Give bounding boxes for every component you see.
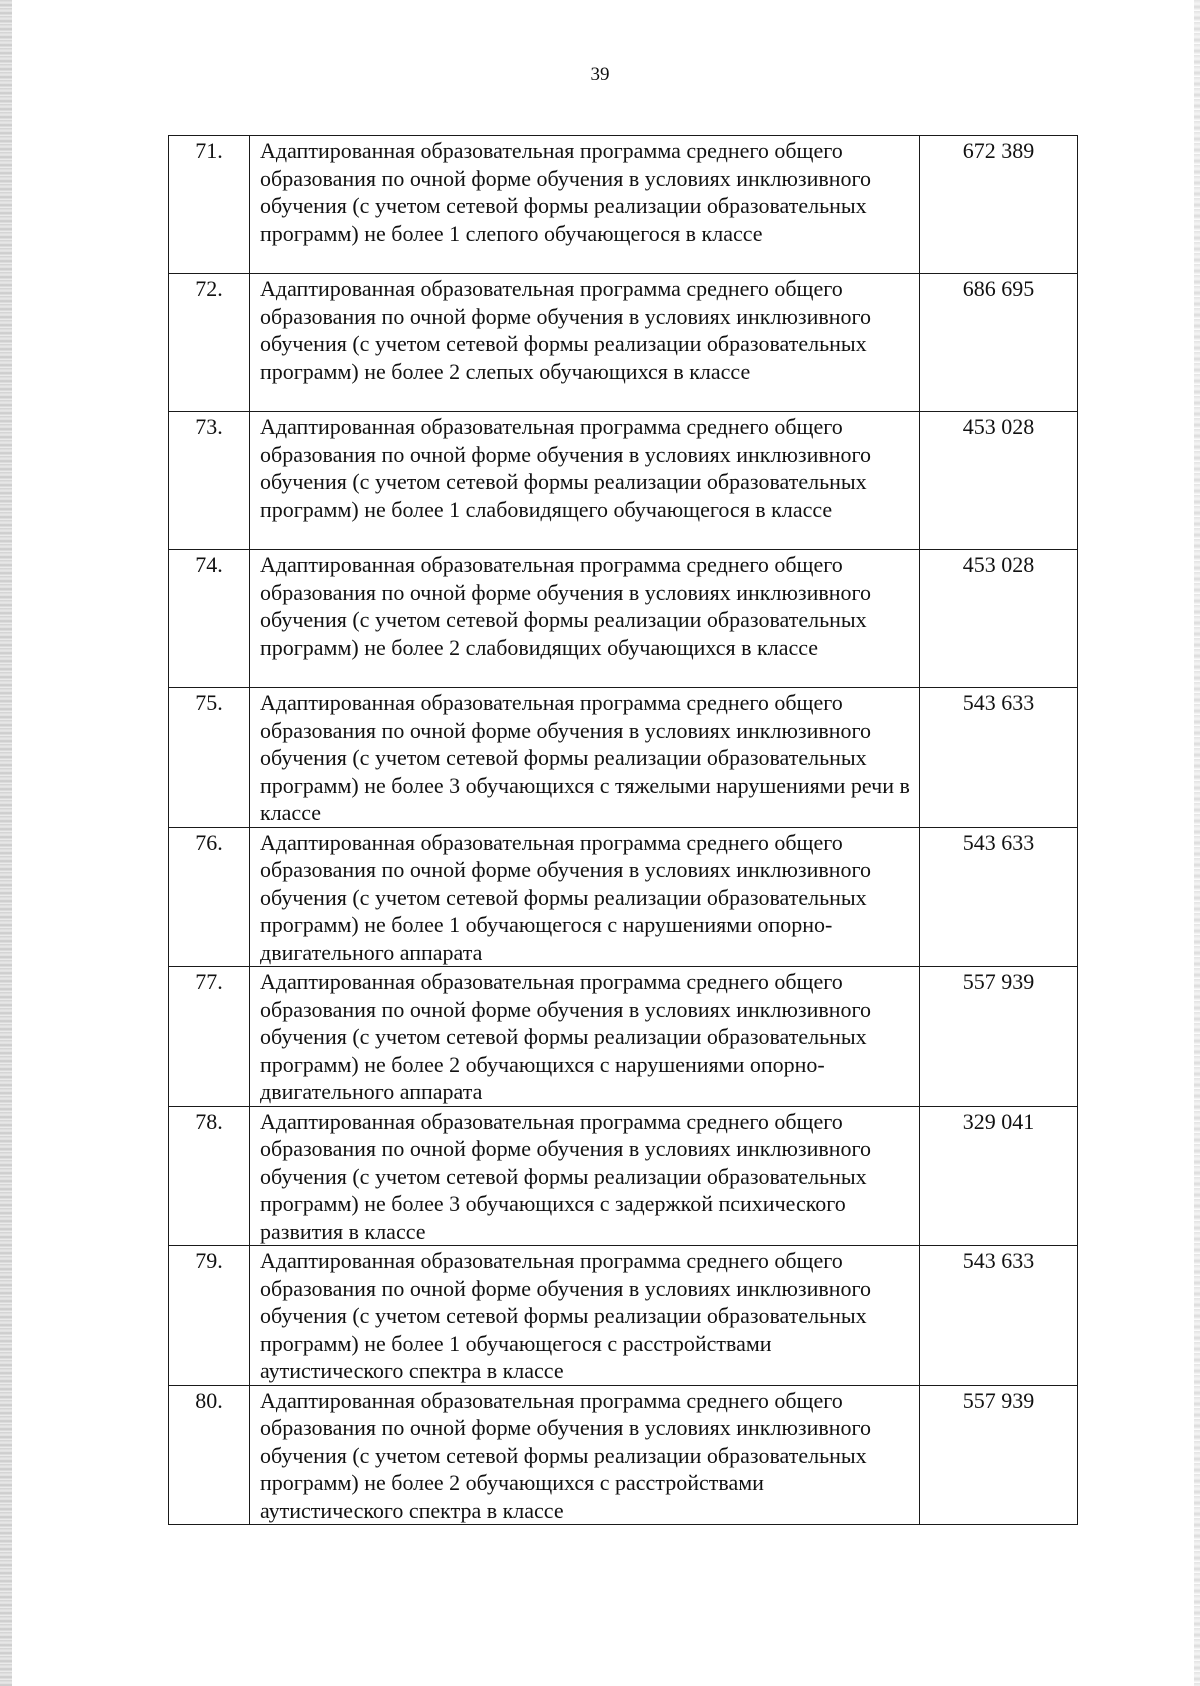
cost-value: 543 633 xyxy=(920,1246,1078,1386)
cost-value: 453 028 xyxy=(920,412,1078,550)
row-number: 73. xyxy=(169,412,250,550)
table-row xyxy=(169,412,1078,550)
cost-value: 543 633 xyxy=(920,827,1078,967)
table-row xyxy=(169,1385,1078,1525)
cost-value: 672 389 xyxy=(920,136,1078,274)
table-row xyxy=(169,967,1078,1107)
cost-value: 686 695 xyxy=(920,274,1078,412)
table-row xyxy=(169,136,1078,274)
row-number: 72. xyxy=(169,274,250,412)
program-description: Адаптированная образовательная программа среднего общего образования по очной форме обучения в условиях инклюзивного обучения (с учетом сетевой формы реализации образовательных программ) не более 2 слепых обучающихся в классе xyxy=(250,274,920,412)
row-number: 79. xyxy=(169,1246,250,1386)
program-description: Адаптированная образовательная программа среднего общего образования по очной форме обучения в условиях инклюзивного обучения (с учетом сетевой формы реализации образовательных программ) не более 1 слепого обучающегося в классе xyxy=(250,136,920,274)
cost-value: 453 028 xyxy=(920,550,1078,688)
scan-edge-right xyxy=(1194,0,1200,1686)
program-description: Адаптированная образовательная программа среднего общего образования по очной форме обучения в условиях инклюзивного обучения (с учетом сетевой формы реализации образовательных программ) не более 3 обучающихся с тяжелыми нарушениями речи в классе xyxy=(250,688,920,828)
program-description: Адаптированная образовательная программа среднего общего образования по очной форме обучения в условиях инклюзивного обучения (с учетом сетевой формы реализации образовательных программ) не более 2 обучающихся с расстройствами аутистического спектра в классе xyxy=(250,1385,920,1525)
row-number: 74. xyxy=(169,550,250,688)
table-row xyxy=(169,1106,1078,1246)
program-description: Адаптированная образовательная программа среднего общего образования по очной форме обучения в условиях инклюзивного обучения (с учетом сетевой формы реализации образовательных программ) не более 1 обучающегося с нарушениями опорно-двигательного аппарата xyxy=(250,827,920,967)
table-row xyxy=(169,688,1078,828)
scan-edge-left xyxy=(0,0,12,1686)
program-cost-table xyxy=(168,135,1078,1525)
row-number: 80. xyxy=(169,1385,250,1525)
row-number: 76. xyxy=(169,827,250,967)
table-row xyxy=(169,550,1078,688)
table-row xyxy=(169,274,1078,412)
program-description: Адаптированная образовательная программа среднего общего образования по очной форме обучения в условиях инклюзивного обучения (с учетом сетевой формы реализации образовательных программ) не более 1 обучающегося с расстройствами аутистического спектра в классе xyxy=(250,1246,920,1386)
program-description: Адаптированная образовательная программа среднего общего образования по очной форме обучения в условиях инклюзивного обучения (с учетом сетевой формы реализации образовательных программ) не более 1 слабовидящего обучающегося в классе xyxy=(250,412,920,550)
cost-value: 543 633 xyxy=(920,688,1078,828)
cost-value: 329 041 xyxy=(920,1106,1078,1246)
row-number: 71. xyxy=(169,136,250,274)
table-row xyxy=(169,827,1078,967)
cost-value: 557 939 xyxy=(920,1385,1078,1525)
program-description: Адаптированная образовательная программа среднего общего образования по очной форме обучения в условиях инклюзивного обучения (с учетом сетевой формы реализации образовательных программ) не более 2 обучающихся с нарушениями опорно-двигательного аппарата xyxy=(250,967,920,1107)
table-row xyxy=(169,1246,1078,1386)
page-number: 39 xyxy=(590,64,610,85)
program-description: Адаптированная образовательная программа среднего общего образования по очной форме обучения в условиях инклюзивного обучения (с учетом сетевой формы реализации образовательных программ) не более 3 обучающихся с задержкой психического развития в классе xyxy=(250,1106,920,1246)
row-number: 75. xyxy=(169,688,250,828)
program-description: Адаптированная образовательная программа среднего общего образования по очной форме обучения в условиях инклюзивного обучения (с учетом сетевой формы реализации образовательных программ) не более 2 слабовидящих обучающихся в классе xyxy=(250,550,920,688)
row-number: 78. xyxy=(169,1106,250,1246)
row-number: 77. xyxy=(169,967,250,1107)
cost-value: 557 939 xyxy=(920,967,1078,1107)
